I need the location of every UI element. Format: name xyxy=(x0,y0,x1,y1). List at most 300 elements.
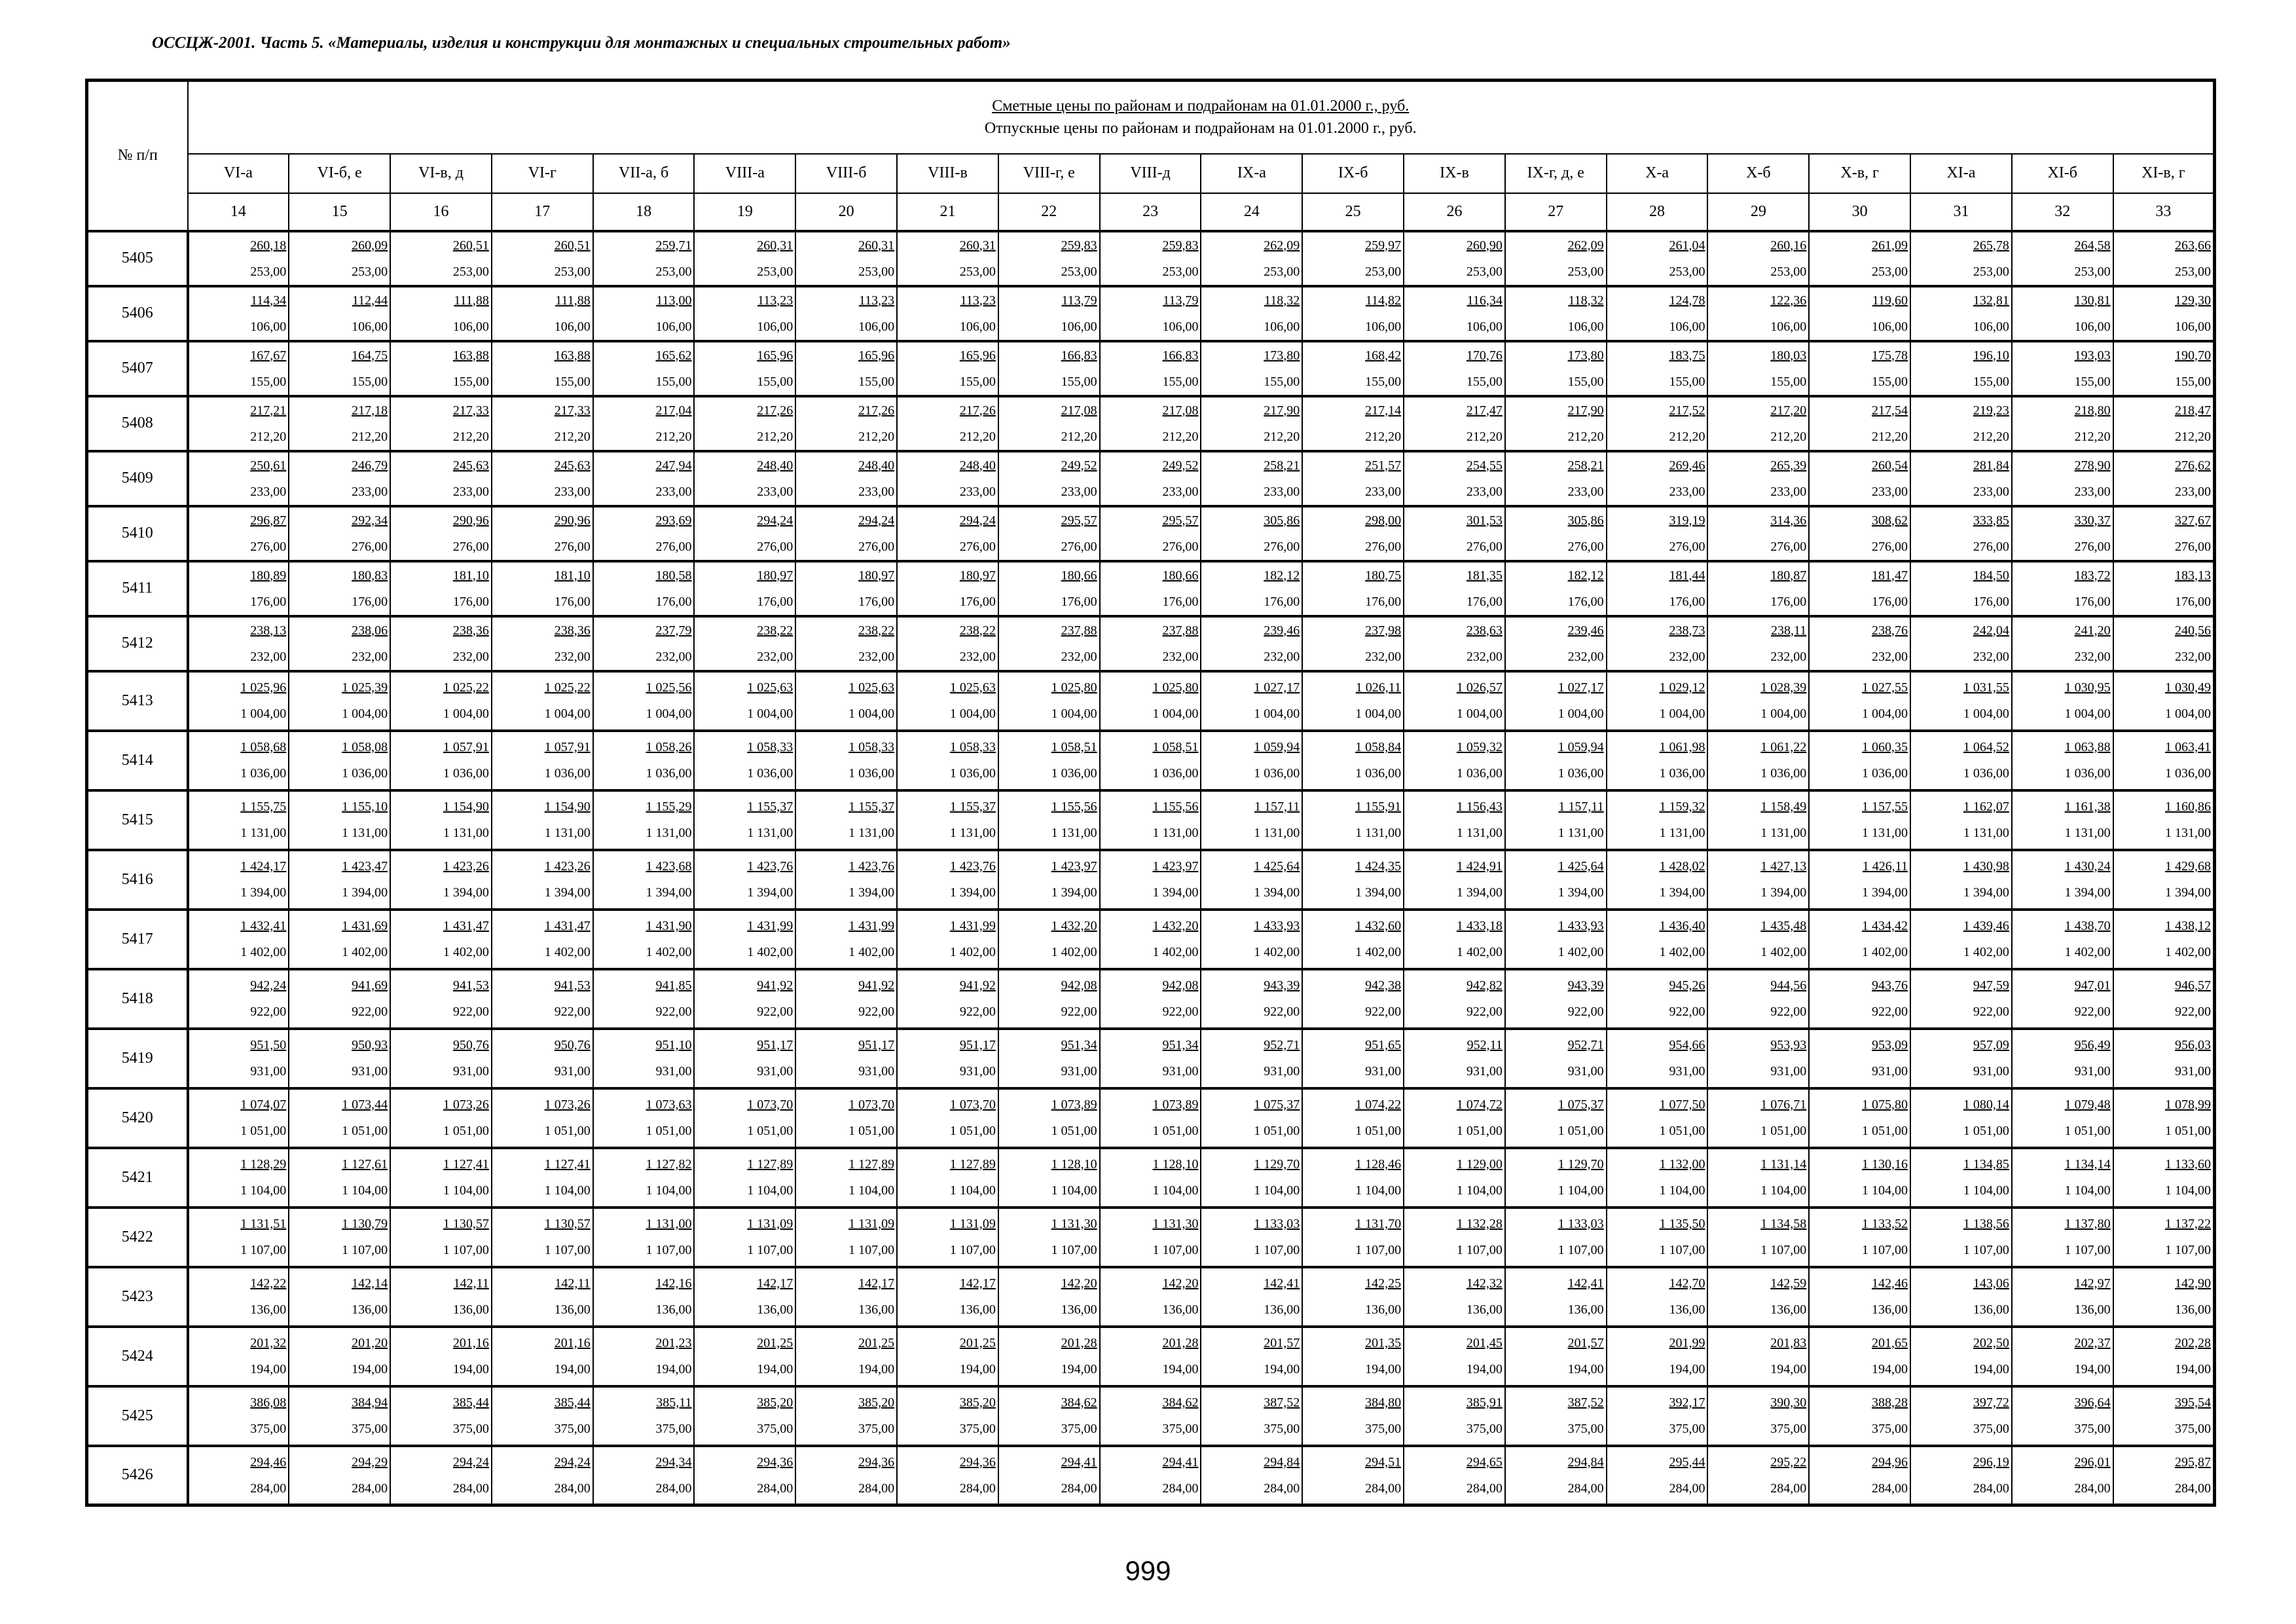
price-cell xyxy=(1607,1088,1708,1148)
price-cell xyxy=(1910,1208,2012,1267)
price-cell xyxy=(1404,1029,1505,1088)
release-price: 232,00 xyxy=(2175,649,2211,664)
estimate-price: 142,70 xyxy=(1669,1276,1705,1291)
release-price: 1 036,00 xyxy=(646,766,692,781)
estimate-price: 114,82 xyxy=(1365,293,1402,308)
release-price: 276,00 xyxy=(1162,539,1199,554)
estimate-price: 201,23 xyxy=(655,1336,692,1350)
estimate-price: 142,11 xyxy=(453,1276,489,1291)
release-price: 176,00 xyxy=(1162,594,1199,609)
release-price: 253,00 xyxy=(1162,264,1199,279)
price-cell xyxy=(390,1327,492,1386)
price-cell xyxy=(1910,1386,2012,1446)
column-number: 16 xyxy=(390,193,492,231)
release-price: 253,00 xyxy=(250,264,287,279)
release-price: 931,00 xyxy=(1162,1064,1199,1079)
release-price: 375,00 xyxy=(757,1422,793,1436)
estimate-price: 1 133,03 xyxy=(1558,1217,1604,1231)
release-price: 1 107,00 xyxy=(848,1243,895,1257)
estimate-price: 1 131,51 xyxy=(240,1217,287,1231)
estimate-price: 1 025,56 xyxy=(646,680,692,695)
release-price: 375,00 xyxy=(1567,1422,1604,1436)
price-cell xyxy=(1505,1327,1607,1386)
release-price: 1 051,00 xyxy=(646,1124,692,1138)
price-cell xyxy=(694,1029,795,1088)
release-price: 194,00 xyxy=(2175,1362,2211,1376)
release-price: 1 104,00 xyxy=(1659,1183,1705,1198)
region-header: X-а xyxy=(1607,154,1708,193)
release-price: 375,00 xyxy=(1466,1422,1503,1436)
table-row xyxy=(87,451,2215,506)
price-cell xyxy=(2113,1327,2215,1386)
estimate-price: 180,89 xyxy=(250,568,287,583)
release-price: 136,00 xyxy=(757,1302,793,1317)
release-price: 155,00 xyxy=(2074,374,2111,389)
release-price: 1 004,00 xyxy=(342,707,388,721)
estimate-price: 240,56 xyxy=(2175,623,2211,638)
estimate-price: 265,78 xyxy=(1973,238,2009,253)
release-price: 1 036,00 xyxy=(1659,766,1705,781)
price-cell xyxy=(1302,341,1404,396)
estimate-price: 294,51 xyxy=(1365,1454,1402,1469)
estimate-price: 951,17 xyxy=(959,1038,996,1052)
table-row xyxy=(87,910,2215,969)
release-price: 253,00 xyxy=(757,264,793,279)
price-cell xyxy=(390,616,492,671)
estimate-price: 941,53 xyxy=(452,978,489,993)
estimate-price: 1 432,20 xyxy=(1051,919,1097,933)
price-cell xyxy=(998,969,1100,1029)
estimate-price: 1 431,99 xyxy=(949,919,996,933)
release-price: 232,00 xyxy=(1466,649,1503,664)
estimate-price: 1 127,89 xyxy=(747,1157,793,1172)
price-cell xyxy=(289,790,390,850)
price-cell xyxy=(188,790,289,850)
price-cell xyxy=(897,396,998,451)
region-header: IX-г, д, е xyxy=(1505,154,1607,193)
price-cell xyxy=(1910,910,2012,969)
estimate-price: 1 130,57 xyxy=(544,1217,591,1231)
release-price: 232,00 xyxy=(959,649,996,664)
price-cell xyxy=(897,1267,998,1327)
price-cell xyxy=(593,616,695,671)
region-header: VII-а, б xyxy=(593,154,695,193)
price-cell xyxy=(795,1208,897,1267)
price-cell xyxy=(1505,1208,1607,1267)
price-cell xyxy=(1302,231,1404,286)
price-cell xyxy=(795,506,897,561)
release-price: 155,00 xyxy=(655,374,692,389)
price-cell xyxy=(1302,910,1404,969)
estimate-price: 259,83 xyxy=(1061,238,1097,253)
price-cell xyxy=(188,616,289,671)
estimate-price: 951,10 xyxy=(655,1038,692,1052)
release-price: 1 104,00 xyxy=(2064,1183,2111,1198)
price-cell xyxy=(1910,1088,2012,1148)
price-cell xyxy=(1607,286,1708,341)
price-cell xyxy=(1201,231,1302,286)
price-cell xyxy=(1910,731,2012,790)
estimate-price: 951,34 xyxy=(1061,1038,1097,1052)
release-price: 106,00 xyxy=(1973,319,2009,334)
release-price: 1 107,00 xyxy=(1558,1243,1604,1257)
price-cell xyxy=(2012,1267,2113,1327)
price-cell xyxy=(1201,1327,1302,1386)
estimate-price: 259,83 xyxy=(1162,238,1199,253)
estimate-price: 1 030,95 xyxy=(2064,680,2111,695)
estimate-price: 1 431,99 xyxy=(747,919,793,933)
release-price: 106,00 xyxy=(757,319,793,334)
price-cell xyxy=(2012,850,2113,910)
price-cell xyxy=(390,396,492,451)
release-price: 1 051,00 xyxy=(949,1124,996,1138)
release-price: 212,20 xyxy=(1669,429,1705,444)
estimate-price: 1 159,32 xyxy=(1659,800,1705,814)
release-price: 1 131,00 xyxy=(1152,826,1199,840)
release-price: 1 036,00 xyxy=(1152,766,1199,781)
price-cell xyxy=(1201,790,1302,850)
release-price: 233,00 xyxy=(1567,484,1604,499)
row-number: 5420 xyxy=(87,1088,188,1148)
release-price: 136,00 xyxy=(655,1302,692,1317)
estimate-price: 114,34 xyxy=(251,293,287,308)
price-cell xyxy=(1809,850,1910,910)
estimate-price: 1 076,71 xyxy=(1760,1098,1807,1112)
price-cell xyxy=(188,1267,289,1327)
price-cell xyxy=(795,1386,897,1446)
estimate-price: 1 080,14 xyxy=(1963,1098,2009,1112)
release-price: 1 402,00 xyxy=(1051,945,1097,959)
release-price: 176,00 xyxy=(1466,594,1503,609)
release-price: 176,00 xyxy=(1264,594,1300,609)
estimate-price: 1 129,00 xyxy=(1456,1157,1503,1172)
estimate-price: 1 132,28 xyxy=(1456,1217,1503,1231)
price-cell xyxy=(1100,1446,1201,1505)
price-cell xyxy=(593,1327,695,1386)
release-price: 922,00 xyxy=(1061,1005,1097,1019)
price-cell xyxy=(492,969,593,1029)
price-cell xyxy=(1201,341,1302,396)
release-price: 136,00 xyxy=(1466,1302,1503,1317)
estimate-price: 946,57 xyxy=(2175,978,2211,993)
release-price: 155,00 xyxy=(1872,374,1908,389)
release-price: 1 402,00 xyxy=(544,945,591,959)
price-cell xyxy=(694,1148,795,1208)
estimate-price: 1 057,91 xyxy=(443,740,489,754)
release-price: 212,20 xyxy=(1466,429,1503,444)
release-price: 1 107,00 xyxy=(1963,1243,2009,1257)
price-cell xyxy=(998,451,1100,506)
release-price: 276,00 xyxy=(1567,539,1604,554)
column-number: 19 xyxy=(694,193,795,231)
estimate-price: 250,61 xyxy=(250,458,287,473)
release-price: 1 394,00 xyxy=(2064,885,2111,900)
estimate-price: 1 423,76 xyxy=(949,859,996,874)
release-price: 233,00 xyxy=(1669,484,1705,499)
estimate-price: 301,53 xyxy=(1466,513,1503,528)
release-price-title: Отпускные цены по районам и подрайонам на 01.01.2000 г., руб. xyxy=(984,120,1417,138)
release-price: 931,00 xyxy=(1872,1064,1908,1079)
release-price: 1 402,00 xyxy=(240,945,287,959)
estimate-price: 260,54 xyxy=(1872,458,1908,473)
estimate-price: 248,40 xyxy=(757,458,793,473)
release-price: 1 394,00 xyxy=(1152,885,1199,900)
release-price: 1 402,00 xyxy=(1963,945,2009,959)
price-cell xyxy=(2113,396,2215,451)
release-price: 1 402,00 xyxy=(1659,945,1705,959)
price-cell xyxy=(289,286,390,341)
release-price: 1 051,00 xyxy=(1254,1124,1300,1138)
price-cell xyxy=(1404,910,1505,969)
price-cell xyxy=(795,910,897,969)
price-cell xyxy=(492,1386,593,1446)
release-price: 253,00 xyxy=(1669,264,1705,279)
release-price: 1 131,00 xyxy=(544,826,591,840)
price-cell xyxy=(1607,731,1708,790)
price-cell xyxy=(1505,1446,1607,1505)
estimate-price: 1 155,56 xyxy=(1051,800,1097,814)
estimate-price: 276,62 xyxy=(2175,458,2211,473)
estimate-price: 251,57 xyxy=(1365,458,1402,473)
release-price: 1 104,00 xyxy=(1862,1183,1908,1198)
estimate-price: 1 128,46 xyxy=(1355,1157,1402,1172)
estimate-price: 1 154,90 xyxy=(443,800,489,814)
estimate-price: 217,21 xyxy=(250,403,287,418)
release-price: 1 004,00 xyxy=(1862,707,1908,721)
release-price: 276,00 xyxy=(1061,539,1097,554)
price-cell xyxy=(492,671,593,731)
release-price: 931,00 xyxy=(1264,1064,1300,1079)
release-price: 194,00 xyxy=(1973,1362,2009,1376)
release-price: 1 051,00 xyxy=(2165,1124,2211,1138)
estimate-price: 164,75 xyxy=(352,348,388,363)
estimate-price: 305,86 xyxy=(1567,513,1604,528)
estimate-price: 1 061,22 xyxy=(1760,740,1807,754)
estimate-price: 201,65 xyxy=(1872,1336,1908,1350)
price-cell xyxy=(1707,1386,1809,1446)
price-cell xyxy=(492,850,593,910)
price-cell xyxy=(795,1088,897,1148)
release-price: 1 107,00 xyxy=(1152,1243,1199,1257)
estimate-price: 1 058,51 xyxy=(1051,740,1097,754)
release-price: 1 004,00 xyxy=(1152,707,1199,721)
release-price: 276,00 xyxy=(757,539,793,554)
price-cell xyxy=(1607,1327,1708,1386)
price-cell xyxy=(2113,1208,2215,1267)
table-row xyxy=(87,506,2215,561)
estimate-price: 1 131,70 xyxy=(1355,1217,1402,1231)
release-price: 194,00 xyxy=(1061,1362,1097,1376)
estimate-price: 238,13 xyxy=(250,623,287,638)
release-price: 1 104,00 xyxy=(646,1183,692,1198)
release-price: 1 107,00 xyxy=(1862,1243,1908,1257)
estimate-price: 201,57 xyxy=(1567,1336,1604,1350)
release-price: 232,00 xyxy=(554,649,591,664)
price-cell xyxy=(1607,790,1708,850)
column-number: 22 xyxy=(998,193,1100,231)
estimate-price: 953,09 xyxy=(1872,1038,1908,1052)
estimate-price: 385,20 xyxy=(858,1395,895,1410)
estimate-price: 180,97 xyxy=(959,568,996,583)
price-cell xyxy=(1201,1088,1302,1148)
estimate-price: 1 031,55 xyxy=(1963,680,2009,695)
estimate-price: 295,57 xyxy=(1061,513,1097,528)
price-cell xyxy=(1910,1446,2012,1505)
column-number: 28 xyxy=(1607,193,1708,231)
price-cell xyxy=(795,969,897,1029)
release-price: 232,00 xyxy=(1264,649,1300,664)
estimate-price: 1 073,70 xyxy=(949,1098,996,1112)
price-cell xyxy=(1505,731,1607,790)
price-cell xyxy=(897,616,998,671)
price-cell xyxy=(1809,506,1910,561)
estimate-price: 245,63 xyxy=(452,458,489,473)
price-cell xyxy=(289,341,390,396)
price-cell xyxy=(998,1208,1100,1267)
price-cell xyxy=(1607,1148,1708,1208)
release-price: 276,00 xyxy=(2175,539,2211,554)
price-cell xyxy=(188,1446,289,1505)
price-cell xyxy=(795,451,897,506)
estimate-price: 238,63 xyxy=(1466,623,1503,638)
price-cell xyxy=(593,1446,695,1505)
price-cell xyxy=(2113,1386,2215,1446)
estimate-price: 111,88 xyxy=(555,293,591,308)
column-number: 27 xyxy=(1505,193,1607,231)
price-cell xyxy=(897,561,998,616)
price-cell xyxy=(390,969,492,1029)
estimate-price: 385,11 xyxy=(656,1395,692,1410)
price-cell xyxy=(2012,231,2113,286)
price-cell xyxy=(188,506,289,561)
price-cell xyxy=(593,451,695,506)
release-price: 284,00 xyxy=(554,1481,591,1496)
release-price: 922,00 xyxy=(655,1005,692,1019)
release-price: 194,00 xyxy=(757,1362,793,1376)
estimate-price: 1 426,11 xyxy=(1862,859,1908,874)
price-cell xyxy=(1607,396,1708,451)
estimate-price: 262,09 xyxy=(1264,238,1300,253)
estimate-price: 954,66 xyxy=(1669,1038,1705,1052)
estimate-price: 1 059,32 xyxy=(1456,740,1503,754)
price-cell xyxy=(1100,1267,1201,1327)
release-price: 233,00 xyxy=(554,484,591,499)
estimate-price: 1 131,14 xyxy=(1760,1157,1807,1172)
table-row xyxy=(87,1148,2215,1208)
release-price: 233,00 xyxy=(1061,484,1097,499)
release-price: 212,20 xyxy=(1061,429,1097,444)
price-cell xyxy=(1707,616,1809,671)
price-cell xyxy=(1910,671,2012,731)
release-price: 375,00 xyxy=(250,1422,287,1436)
estimate-price: 238,22 xyxy=(858,623,895,638)
price-cell xyxy=(1302,451,1404,506)
estimate-price: 260,31 xyxy=(858,238,895,253)
estimate-price: 218,47 xyxy=(2175,403,2211,418)
release-price: 1 104,00 xyxy=(1355,1183,1402,1198)
estimate-price: 246,79 xyxy=(352,458,388,473)
price-cell xyxy=(1100,1208,1201,1267)
price-cell xyxy=(390,1208,492,1267)
estimate-price: 390,30 xyxy=(1770,1395,1807,1410)
price-cell xyxy=(188,1327,289,1386)
release-price: 106,00 xyxy=(1770,319,1807,334)
price-cell xyxy=(289,616,390,671)
price-cell xyxy=(897,969,998,1029)
release-price: 1 036,00 xyxy=(342,766,388,781)
release-price: 232,00 xyxy=(1669,649,1705,664)
row-number: 5423 xyxy=(87,1267,188,1327)
estimate-price: 395,54 xyxy=(2175,1395,2211,1410)
release-price: 276,00 xyxy=(858,539,895,554)
estimate-price: 260,51 xyxy=(554,238,591,253)
release-price: 233,00 xyxy=(250,484,287,499)
estimate-price: 943,39 xyxy=(1567,978,1604,993)
price-cell xyxy=(2012,1327,2113,1386)
release-price: 155,00 xyxy=(757,374,793,389)
price-cell xyxy=(795,286,897,341)
estimate-price: 237,88 xyxy=(1162,623,1199,638)
estimate-price: 259,97 xyxy=(1365,238,1402,253)
estimate-price: 1 025,63 xyxy=(747,680,793,695)
estimate-price: 269,46 xyxy=(1669,458,1705,473)
estimate-price: 166,83 xyxy=(1061,348,1097,363)
price-cell xyxy=(1100,396,1201,451)
price-cell xyxy=(1505,1267,1607,1327)
release-price: 176,00 xyxy=(452,594,489,609)
release-price: 1 036,00 xyxy=(1051,766,1097,781)
price-cell xyxy=(2113,1088,2215,1148)
release-price: 212,20 xyxy=(1973,429,2009,444)
release-price: 155,00 xyxy=(1669,374,1705,389)
price-cell xyxy=(1505,451,1607,506)
release-price: 194,00 xyxy=(554,1362,591,1376)
estimate-price: 1 133,52 xyxy=(1862,1217,1908,1231)
estimate-price: 1 423,68 xyxy=(646,859,692,874)
estimate-price: 1 131,30 xyxy=(1152,1217,1199,1231)
price-cell xyxy=(492,910,593,969)
price-cell xyxy=(1404,616,1505,671)
estimate-price: 951,17 xyxy=(757,1038,793,1052)
price-cell xyxy=(1302,1088,1404,1148)
release-price: 284,00 xyxy=(1567,1481,1604,1496)
price-cell xyxy=(2012,910,2113,969)
price-cell xyxy=(694,506,795,561)
price-cell xyxy=(694,1208,795,1267)
price-cell xyxy=(1100,850,1201,910)
column-number: 24 xyxy=(1201,193,1302,231)
estimate-price: 1 073,89 xyxy=(1152,1098,1199,1112)
price-cell xyxy=(998,790,1100,850)
release-price: 106,00 xyxy=(1264,319,1300,334)
estimate-price: 1 029,12 xyxy=(1659,680,1705,695)
row-number: 5405 xyxy=(87,231,188,286)
release-price: 194,00 xyxy=(452,1362,489,1376)
estimate-price: 294,24 xyxy=(757,513,793,528)
estimate-price: 384,94 xyxy=(352,1395,388,1410)
release-price: 1 107,00 xyxy=(1760,1243,1807,1257)
release-price: 1 394,00 xyxy=(1355,885,1402,900)
release-price: 212,20 xyxy=(1770,429,1807,444)
estimate-price: 180,87 xyxy=(1770,568,1807,583)
price-cell xyxy=(1100,1327,1201,1386)
price-cell xyxy=(1607,451,1708,506)
release-price: 1 104,00 xyxy=(848,1183,895,1198)
release-price: 233,00 xyxy=(1872,484,1908,499)
release-price: 1 131,00 xyxy=(949,826,996,840)
release-price: 212,20 xyxy=(452,429,489,444)
release-price: 1 131,00 xyxy=(1862,826,1908,840)
